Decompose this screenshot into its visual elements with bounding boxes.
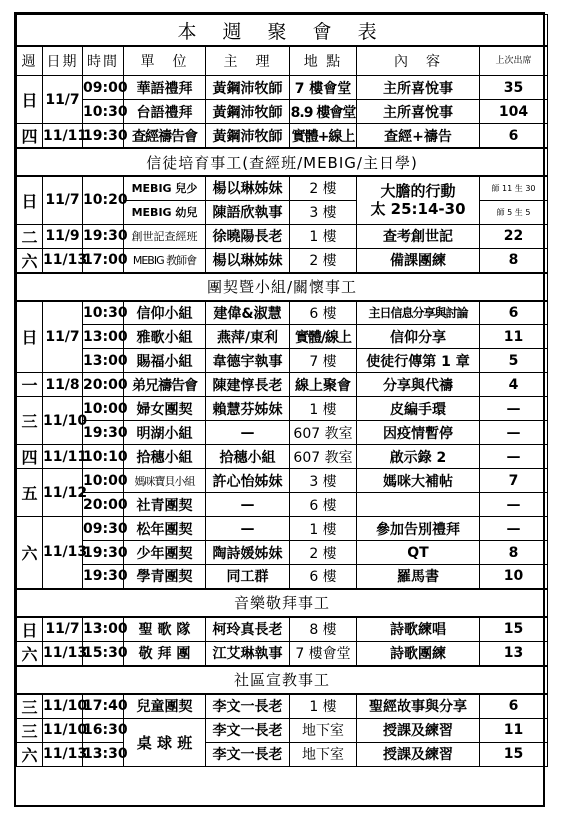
schedule-table (16, 14, 548, 767)
count-cell: 師 11 生 30 (480, 176, 548, 200)
table-row (17, 124, 548, 149)
time-cell: 16:30 (83, 718, 124, 742)
unit-cell: MEBIG 兒少 (124, 176, 206, 200)
table-row (17, 742, 548, 766)
page-title: 本 週 聚 會 表 (17, 15, 548, 47)
lead-cell: 建偉&淑慧 (206, 301, 290, 325)
day-cell: 五 (17, 469, 43, 517)
content-cell: 參加告別禮拜 (357, 517, 480, 541)
section-header-row (17, 148, 548, 176)
count-cell: 6 (480, 694, 548, 719)
time-cell: 15:30 (83, 641, 124, 666)
content-cell: 授課及練習 (357, 742, 480, 766)
header-date: 日期 (43, 46, 83, 76)
day-cell: 三 (17, 397, 43, 445)
day-cell: 三 (17, 694, 43, 719)
table-row (17, 694, 548, 719)
day-cell: 日 (17, 301, 43, 373)
content-cell: 使徒行傳第 1 章 (357, 349, 480, 373)
count-cell: 11 (480, 325, 548, 349)
lead-cell: 楊以琳姊妹 (206, 176, 290, 200)
content-cell: 授課及練習 (357, 718, 480, 742)
unit-cell: 學青團契 (124, 565, 206, 589)
content-cell: QT (357, 541, 480, 565)
place-cell: 8.9 樓會堂 (290, 100, 357, 124)
place-cell: 8 樓 (290, 617, 357, 642)
time-cell: 10:20 (83, 176, 124, 224)
date-cell: 11/11 (43, 445, 83, 469)
count-cell: — (480, 493, 548, 517)
count-cell: 104 (480, 100, 548, 124)
content-cell: 備課團練 (357, 248, 480, 273)
date-cell: 11/13 (43, 517, 83, 589)
table-row (17, 469, 548, 493)
table-row (17, 301, 548, 325)
date-cell: 11/7 (43, 301, 83, 373)
place-cell: 6 樓 (290, 301, 357, 325)
day-cell: 四 (17, 445, 43, 469)
unit-cell: 桌 球 班 (124, 718, 206, 766)
lead-cell: 李文一長老 (206, 694, 290, 719)
table-row (17, 100, 548, 124)
content-cell: 啟示錄 2 (357, 445, 480, 469)
lead-cell: 徐曉陽長老 (206, 224, 290, 248)
time-cell: 13:00 (83, 325, 124, 349)
unit-cell: 松年團契 (124, 517, 206, 541)
count-cell: — (480, 445, 548, 469)
lead-cell: 同工群 (206, 565, 290, 589)
place-cell: 7 樓會堂 (290, 641, 357, 666)
content-cell: 因疫情暫停 (357, 421, 480, 445)
unit-cell: MEBIG 幼兒 (124, 200, 206, 224)
place-cell: 地下室 (290, 742, 357, 766)
place-cell: 607 教室 (290, 445, 357, 469)
unit-cell: 婦女團契 (124, 397, 206, 421)
day-cell: 四 (17, 124, 43, 149)
content-line: 太 25:14-30 (370, 200, 466, 219)
place-cell: 2 樓 (290, 541, 357, 565)
time-cell: 19:30 (83, 224, 124, 248)
content-cell: 主所喜悅事 (357, 100, 480, 124)
content-cell: 查經+禱告 (357, 124, 480, 149)
content-cell: 羅馬書 (357, 565, 480, 589)
time-cell: 10:10 (83, 445, 124, 469)
count-cell: 15 (480, 742, 548, 766)
section-title-mission: 社區宣教事工 (17, 666, 548, 694)
header-place: 地 點 (290, 46, 357, 76)
header-row (17, 46, 548, 76)
time-cell: 10:00 (83, 397, 124, 421)
content-cell: 詩歌練唱 (357, 617, 480, 642)
place-cell: 線上聚會 (290, 373, 357, 397)
date-cell: 11/8 (43, 373, 83, 397)
section-title-education: 信徒培育事工(查經班/MEBIG/主日學) (17, 148, 548, 176)
content-cell: 查考創世記 (357, 224, 480, 248)
section-header-row (17, 666, 548, 694)
day-cell: 六 (17, 517, 43, 589)
header-lead: 主 理 (206, 46, 290, 76)
lead-cell: 許心怡姊妹 (206, 469, 290, 493)
lead-cell: 黃鋼沛牧師 (206, 76, 290, 100)
count-cell: 5 (480, 349, 548, 373)
unit-cell: 查經禱告會 (124, 124, 206, 149)
unit-cell: 媽咪寶貝小組 (124, 469, 206, 493)
lead-cell: 黃鋼沛牧師 (206, 124, 290, 149)
count-cell: 7 (480, 469, 548, 493)
place-cell: 3 樓 (290, 200, 357, 224)
content-line: 大膽的行動 (380, 182, 456, 201)
unit-cell: 信仰小組 (124, 301, 206, 325)
lead-cell: 賴慧芬姊妹 (206, 397, 290, 421)
count-cell: 22 (480, 224, 548, 248)
lead-cell: — (206, 517, 290, 541)
time-cell: 20:00 (83, 493, 124, 517)
unit-cell: 聖 歌 隊 (124, 617, 206, 642)
count-cell: 6 (480, 301, 548, 325)
header-unit: 單 位 (124, 46, 206, 76)
date-cell: 11/9 (43, 224, 83, 248)
count-cell: 4 (480, 373, 548, 397)
place-cell: 6 樓 (290, 565, 357, 589)
content-cell: 分享與代禱 (357, 373, 480, 397)
time-cell: 17:40 (83, 694, 124, 719)
time-cell: 20:00 (83, 373, 124, 397)
unit-cell: 賜福小組 (124, 349, 206, 373)
table-row (17, 565, 548, 589)
table-row (17, 224, 548, 248)
unit-cell: 拾穗小組 (124, 445, 206, 469)
unit-cell: 少年團契 (124, 541, 206, 565)
count-cell: — (480, 421, 548, 445)
content-cell (357, 493, 480, 517)
date-cell: 11/10 (43, 397, 83, 445)
unit-cell: 台語禮拜 (124, 100, 206, 124)
table-row (17, 617, 548, 642)
content-cell (357, 176, 480, 224)
time-cell: 09:30 (83, 517, 124, 541)
lead-cell: 陶詩媛姊妹 (206, 541, 290, 565)
unit-cell: 社青團契 (124, 493, 206, 517)
count-cell: 10 (480, 565, 548, 589)
lead-cell: 拾穗小組 (206, 445, 290, 469)
unit-cell: 創世記查經班 (124, 224, 206, 248)
day-cell: 日 (17, 617, 43, 642)
place-cell: 地下室 (290, 718, 357, 742)
table-row (17, 397, 548, 421)
content-cell: 信仰分享 (357, 325, 480, 349)
place-cell: 2 樓 (290, 248, 357, 273)
unit-cell: 兒童團契 (124, 694, 206, 719)
time-cell: 10:30 (83, 301, 124, 325)
lead-cell: 李文一長老 (206, 742, 290, 766)
lead-cell: 楊以琳姊妹 (206, 248, 290, 273)
lead-cell: 柯玲真長老 (206, 617, 290, 642)
place-cell: 2 樓 (290, 176, 357, 200)
title-row (17, 15, 548, 47)
table-row (17, 641, 548, 666)
count-cell: — (480, 397, 548, 421)
time-cell: 19:30 (83, 541, 124, 565)
count-cell: 35 (480, 76, 548, 100)
time-cell: 13:00 (83, 349, 124, 373)
content-cell: 媽咪大補帖 (357, 469, 480, 493)
place-cell: 1 樓 (290, 517, 357, 541)
unit-cell: 雅歌小組 (124, 325, 206, 349)
time-cell: 19:30 (83, 124, 124, 149)
count-cell: 13 (480, 641, 548, 666)
date-cell: 11/12 (43, 469, 83, 517)
section-header-row (17, 589, 548, 617)
day-cell: 六 (17, 248, 43, 273)
day-cell: 六 (17, 641, 43, 666)
place-cell: 7 樓會堂 (290, 76, 357, 100)
unit-cell: 弟兄禱告會 (124, 373, 206, 397)
table-row (17, 76, 548, 100)
content-cell: 主日信息分享與討論 (357, 301, 480, 325)
place-cell: 實體/線上 (290, 325, 357, 349)
count-cell: 15 (480, 617, 548, 642)
time-cell: 10:30 (83, 100, 124, 124)
count-cell: 8 (480, 541, 548, 565)
lead-cell: — (206, 493, 290, 517)
table-row (17, 325, 548, 349)
content-cell: 聖經故事與分享 (357, 694, 480, 719)
place-cell: 7 樓 (290, 349, 357, 373)
content-cell: 詩歌團練 (357, 641, 480, 666)
time-cell: 19:30 (83, 421, 124, 445)
unit-cell: 明湖小組 (124, 421, 206, 445)
day-cell: 二 (17, 224, 43, 248)
table-row (17, 718, 548, 742)
date-cell: 11/7 (43, 176, 83, 224)
day-cell: 日 (17, 176, 43, 224)
time-cell: 10:00 (83, 469, 124, 493)
table-row (17, 176, 548, 200)
date-cell: 11/7 (43, 617, 83, 642)
table-row (17, 493, 548, 517)
place-cell: 1 樓 (290, 694, 357, 719)
lead-cell: 黃鋼沛牧師 (206, 100, 290, 124)
time-cell: 09:00 (83, 76, 124, 100)
date-cell: 11/10 (43, 718, 83, 742)
count-cell: 8 (480, 248, 548, 273)
place-cell: 1 樓 (290, 224, 357, 248)
header-day: 週 (17, 46, 43, 76)
date-cell: 11/11 (43, 124, 83, 149)
day-cell: 一 (17, 373, 43, 397)
table-row (17, 349, 548, 373)
header-time: 時間 (83, 46, 124, 76)
date-cell: 11/13 (43, 248, 83, 273)
header-last-attendance: 上次出席 (480, 46, 548, 76)
table-row (17, 421, 548, 445)
header-content: 內 容 (357, 46, 480, 76)
time-cell: 13:30 (83, 742, 124, 766)
lead-cell: 韋德宇執事 (206, 349, 290, 373)
table-row (17, 248, 548, 273)
count-cell: 師 5 生 5 (480, 200, 548, 224)
table-row (17, 373, 548, 397)
table-row (17, 541, 548, 565)
count-cell: 6 (480, 124, 548, 149)
time-cell: 19:30 (83, 565, 124, 589)
lead-cell: 燕萍/東利 (206, 325, 290, 349)
meeting-schedule-sheet (14, 12, 545, 807)
place-cell: 實體+線上 (290, 124, 357, 149)
lead-cell: 陳建惇長老 (206, 373, 290, 397)
place-cell: 607 教室 (290, 421, 357, 445)
day-cell: 日 (17, 76, 43, 124)
place-cell: 6 樓 (290, 493, 357, 517)
time-cell: 17:00 (83, 248, 124, 273)
lead-cell: 李文一長老 (206, 718, 290, 742)
content-cell: 皮編手環 (357, 397, 480, 421)
unit-cell: 敬 拜 團 (124, 641, 206, 666)
table-row (17, 445, 548, 469)
place-cell: 3 樓 (290, 469, 357, 493)
lead-cell: 江艾琳執事 (206, 641, 290, 666)
date-cell: 11/7 (43, 76, 83, 124)
section-header-row (17, 273, 548, 301)
date-cell: 11/13 (43, 742, 83, 766)
date-cell: 11/13 (43, 641, 83, 666)
section-title-music: 音樂敬拜事工 (17, 589, 548, 617)
day-cell: 六 (17, 742, 43, 766)
unit-cell: 華語禮拜 (124, 76, 206, 100)
place-cell: 1 樓 (290, 397, 357, 421)
lead-cell: — (206, 421, 290, 445)
table-row (17, 517, 548, 541)
content-cell: 主所喜悅事 (357, 76, 480, 100)
day-cell: 三 (17, 718, 43, 742)
unit-cell: MEBIG 教師會 (124, 248, 206, 273)
time-cell: 13:00 (83, 617, 124, 642)
lead-cell: 陳語欣執事 (206, 200, 290, 224)
count-cell: 11 (480, 718, 548, 742)
section-title-fellowship: 團契暨小組/關懷事工 (17, 273, 548, 301)
count-cell: — (480, 517, 548, 541)
date-cell: 11/10 (43, 694, 83, 719)
